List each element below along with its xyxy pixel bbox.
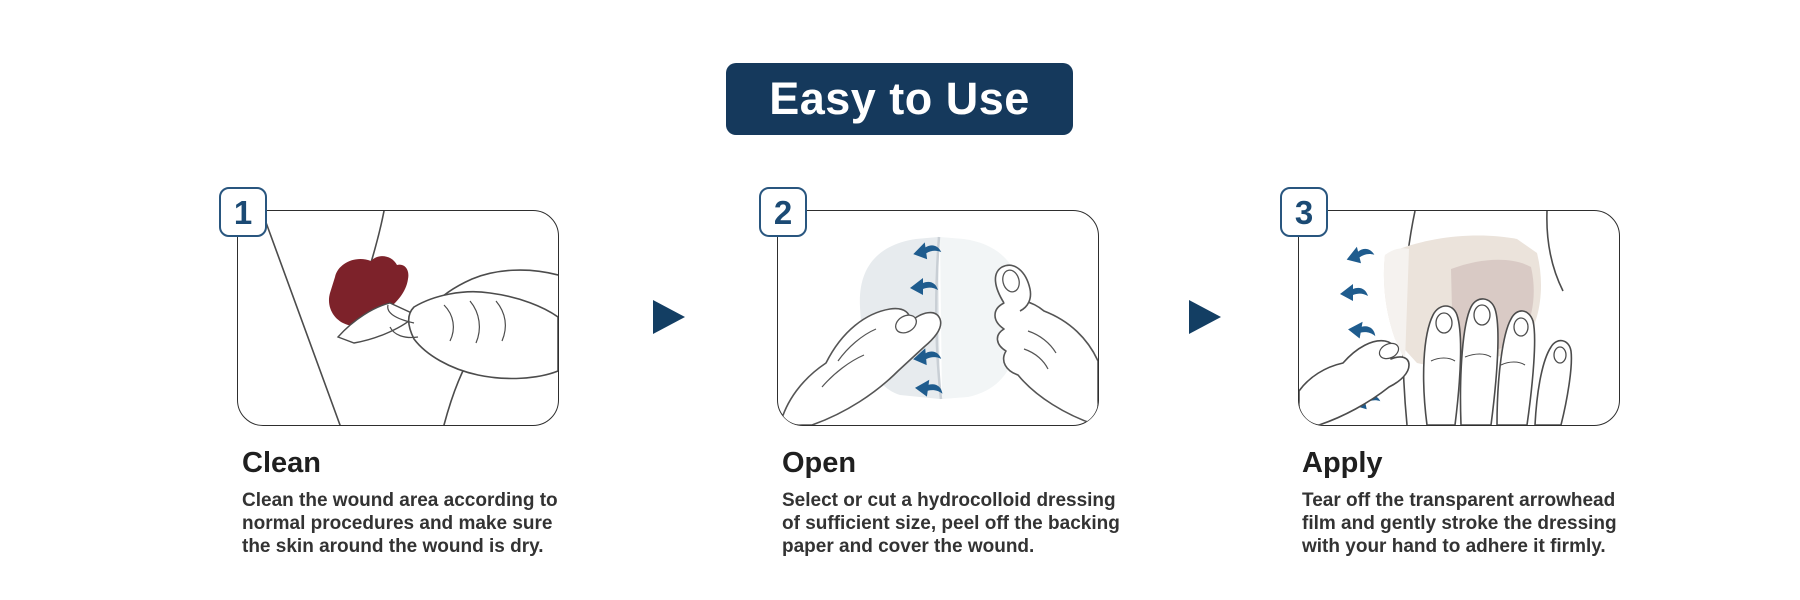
- step-3-number: 3: [1294, 193, 1314, 231]
- step-1-number: 1: [233, 193, 253, 231]
- right-hand: [995, 265, 1098, 425]
- step-1-title: Clean: [242, 447, 321, 479]
- step-2-text-line: of sufficient size, peel off the backing: [782, 513, 1120, 534]
- apply-illustration: [1299, 211, 1619, 425]
- step-2-text-line: Select or cut a hydrocolloid dressing: [782, 490, 1116, 511]
- step-3-panel: [1294, 193, 1620, 426]
- open-illustration: [778, 211, 1098, 425]
- next-step-arrow-icon: [653, 300, 685, 334]
- next-step-arrow-icon: [1189, 300, 1221, 334]
- step-3-text-line: with your hand to adhere it firmly.: [1302, 536, 1606, 557]
- pinching-hand: [1299, 340, 1409, 425]
- step-1-caption: [242, 447, 558, 558]
- step-3-title: Apply: [1302, 447, 1383, 479]
- step-3-text-line: film and gently stroke the dressing: [1302, 513, 1617, 534]
- step-1-text-line: normal procedures and make sure: [242, 513, 553, 534]
- step-1-panel: [233, 193, 559, 426]
- step-2-panel: [773, 193, 1099, 426]
- step-2-caption: [782, 447, 1120, 558]
- step-1-text-line: the skin around the wound is dry.: [242, 536, 544, 557]
- banner: [726, 63, 1073, 135]
- step-2-text-line: paper and cover the wound.: [782, 536, 1035, 557]
- step-3-caption: [1302, 447, 1617, 558]
- step-1-text-line: Clean the wound area according to: [242, 490, 558, 511]
- hand-outline: [409, 292, 558, 379]
- banner-title: Easy to Use: [769, 73, 1030, 124]
- step-2-number: 2: [773, 193, 793, 231]
- step-2-title: Open: [782, 447, 857, 479]
- step-3-number-badge: [1280, 187, 1328, 237]
- step-1-number-badge: [219, 187, 267, 237]
- clean-illustration: [238, 211, 558, 425]
- step-3-text-line: Tear off the transparent arrowhead: [1302, 490, 1616, 511]
- step-2-number-badge: [759, 187, 807, 237]
